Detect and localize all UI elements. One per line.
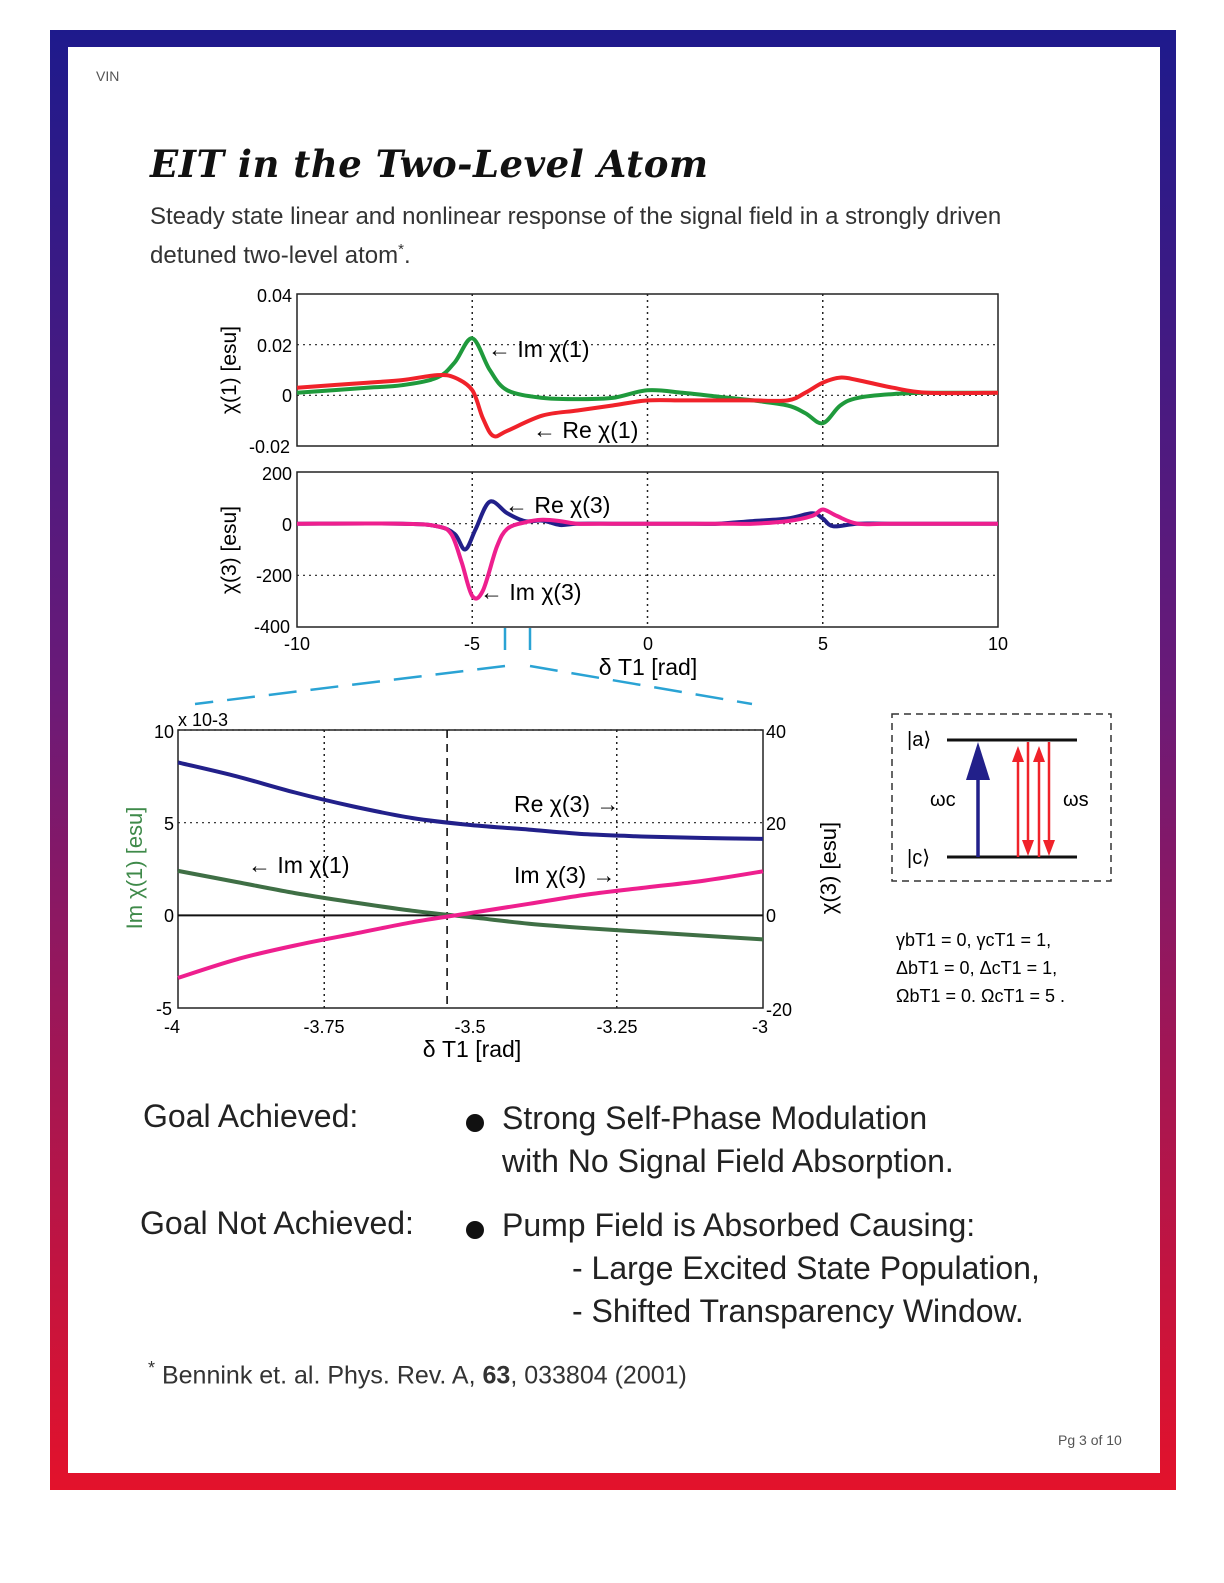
chi3-xtick-1: -5 — [463, 634, 481, 654]
chi1-ytick-0: 0.04 — [256, 286, 292, 306]
goal-not-achieved-bullet — [466, 1221, 484, 1239]
signal-arrow-1-head — [1012, 746, 1024, 762]
zoom-xtick-2: -3.5 — [454, 1017, 486, 1037]
chi3-annotation-re: ← Re χ(3) — [505, 492, 611, 518]
chi1-ytick-2: 0 — [281, 386, 292, 406]
goal-achieved-line2: with No Signal Field Absorption. — [502, 1143, 954, 1179]
chi3-xtick-0: -10 — [283, 634, 311, 654]
zoom-y2tick-0: 40 — [766, 722, 787, 742]
reference-volume: 63 — [482, 1361, 511, 1390]
chi1-annotation-re: ← Re χ(1) — [533, 417, 639, 443]
goal-not-achieved-line2: - Large Excited State Population, — [572, 1250, 1040, 1286]
zoom-annotation-re3: Re χ(3) → — [514, 791, 620, 817]
vin-label: VIN — [96, 68, 120, 84]
param-line-3: ΩbT1 = 0. ΩcT1 = 5 . — [896, 986, 1065, 1006]
chi3-ytick-0: 200 — [261, 464, 292, 484]
chi3-ytick-1: 0 — [281, 515, 292, 535]
signal-arrow-4-head — [1043, 840, 1055, 856]
chi1-annotation-im: ← Im χ(1) — [488, 336, 590, 362]
chi3-xlabel: δ T1 [rad] — [598, 654, 698, 680]
zoom-xtick-1: -3.75 — [303, 1017, 345, 1037]
reference — [148, 1358, 687, 1390]
chi1-ytick-1: 0.02 — [256, 336, 292, 356]
chi3-annotation-im: ← Im χ(3) — [480, 579, 582, 605]
chart-chi1-grid — [297, 294, 998, 446]
chart-chi3-frame — [297, 472, 998, 627]
goal-achieved-bullet — [466, 1114, 484, 1132]
pump-arrow-head — [966, 742, 990, 780]
zoom-xtick-3: -3.25 — [596, 1017, 638, 1037]
goal-not-achieved-label: Goal Not Achieved: — [140, 1205, 414, 1241]
zoom-line-left — [195, 666, 505, 704]
signal-arrow-3-head — [1033, 746, 1045, 762]
chart-zoom — [122, 710, 841, 1062]
subtitle-footnote-mark: * — [398, 241, 404, 258]
omega-s-label: ωs — [1063, 789, 1089, 811]
zoom-ytick-3: -5 — [155, 999, 172, 1019]
level-a-label: |a⟩ — [907, 729, 932, 751]
goal-not-achieved-line3: - Shifted Transparency Window. — [572, 1293, 1024, 1329]
goal-achieved-label: Goal Achieved: — [143, 1098, 359, 1134]
zoom-series-im-1- — [178, 871, 763, 940]
zoom-ylabel: Im χ(1) [esu] — [122, 806, 147, 930]
chi3-ylabel: χ(3) [esu] — [218, 505, 241, 595]
zoom-xtick-4: -3 — [751, 1017, 769, 1037]
zoom-y2tick-2: 0 — [766, 906, 777, 926]
param-line-2: ΔbT1 = 0, ΔcT1 = 1, — [896, 958, 1058, 978]
zoom-xlabel: δ T1 [rad] — [422, 1036, 522, 1062]
chart-chi3 — [218, 464, 1008, 680]
signal-arrow-2-head — [1022, 840, 1034, 856]
zoom-y2tick-3: -20 — [766, 1000, 793, 1020]
zoom-annotation-im1: ← Im χ(1) — [248, 852, 350, 878]
zoom-xtick-0: -4 — [163, 1017, 181, 1037]
zoom-x-scale: x 10-3 — [178, 710, 229, 730]
goal-achieved-line1: Strong Self-Phase Modulation — [502, 1100, 928, 1136]
page-title: EIT in the Two-Level Atom — [150, 142, 709, 186]
param-line-1: γbT1 = 0, γcT1 = 1, — [896, 930, 1052, 950]
level-c-label: |c⟩ — [907, 847, 930, 869]
subtitle-end: . — [404, 242, 411, 269]
subtitle-text: Steady state linear and nonlinear response of the signal field in a strongly driven detuned two-level atom — [150, 203, 1002, 269]
page-number: Pg 3 of 10 — [1058, 1432, 1122, 1448]
chi1-ytick-3: -0.02 — [248, 437, 290, 457]
zoom-y2label: χ(3) [esu] — [816, 821, 841, 915]
zoom-series-re-3- — [178, 762, 763, 839]
goal-not-achieved-line1: Pump Field is Absorbed Causing: — [502, 1207, 976, 1243]
chi3-series-im-3- — [297, 510, 998, 599]
zoom-ytick-2: 0 — [163, 906, 174, 926]
reference-mark: * — [148, 1358, 156, 1378]
chi3-xtick-2: 0 — [642, 634, 654, 654]
zoom-ytick-1: 5 — [163, 814, 174, 834]
reference-rest: , 033804 (2001) — [510, 1361, 687, 1390]
chi3-ytick-2: -200 — [255, 566, 292, 586]
chi3-xtick-3: 5 — [817, 634, 829, 654]
omega-c-label: ωc — [930, 789, 956, 811]
zoom-ytick-0: 10 — [153, 722, 174, 742]
chart-chi1 — [218, 286, 998, 457]
reference-authors: Bennink et. al. Phys. Rev. A, — [161, 1361, 476, 1390]
signal-arrows — [1012, 742, 1055, 857]
chi1-ylabel: χ(1) [esu] — [218, 325, 241, 415]
zoom-y2tick-1: 20 — [766, 814, 787, 834]
chi3-xtick-4: 10 — [987, 634, 1009, 654]
chart-chi3-grid — [297, 472, 998, 627]
zoom-annotation-im3: Im χ(3) → — [514, 862, 616, 888]
level-diagram — [892, 714, 1111, 881]
chart-chi1-frame — [297, 294, 998, 446]
chi3-ytick-3: -400 — [253, 617, 290, 637]
